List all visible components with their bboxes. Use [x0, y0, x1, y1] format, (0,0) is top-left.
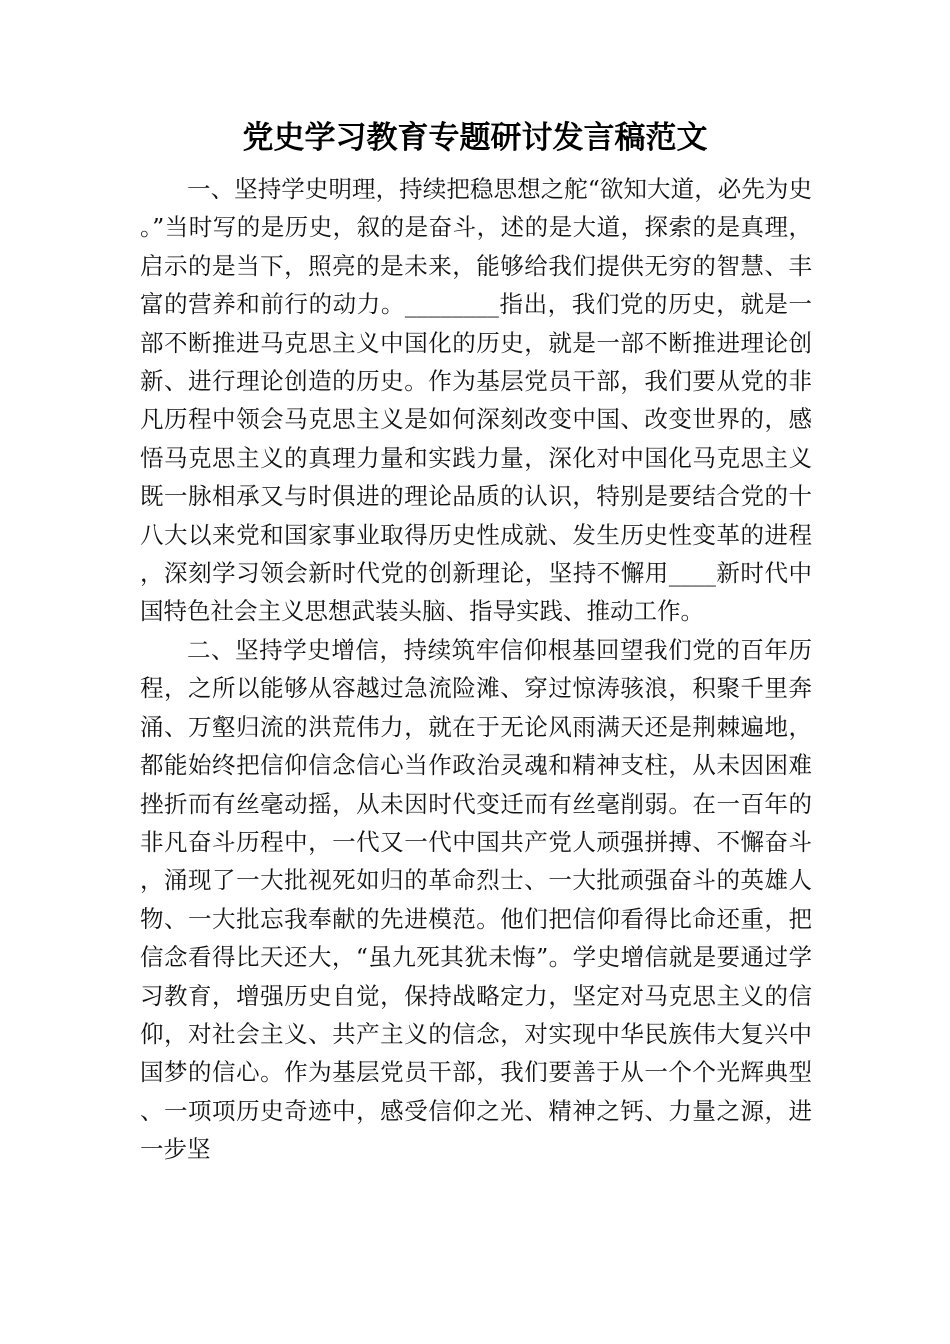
document-body	[140, 170, 812, 1169]
paragraph-1: 一、坚持学史明理，持续把稳思想之舵“欲知大道，必先为史。”当时写的是历史，叙的是奋斗，述的是大道，探索的是真理，启示的是当下，照亮的是未来，能够给我们提供无穷的智慧、丰富的营养和前行的动力。________指出，我们党的历史，就是一部不断推进马克思主义中国化的历史，就是一部不断推进理论创新、进行理论创造的历史。作为基层党员干部，我们要从党的非凡历程中领会马克思主义是如何深刻改变中国、改变世界的，感悟马克思主义的真理力量和实践力量，深化对中国化马克思主义既一脉相承又与时俱进的理论品质的认识，特别是要结合党的十八大以来党和国家事业取得历史性成就、发生历史性变革的进程，深刻学习领会新时代党的创新理论，坚持不懈用____新时代中国特色社会主义思想武装头脑、指导实践、推动工作。	[140, 175, 812, 626]
document-title: 党史学习教育专题研讨发言稿范文	[242, 120, 708, 156]
paragraph-2: 二、坚持学史增信，持续筑牢信仰根基回望我们党的百年历程，之所以能够从容越过急流险滩、穿过惊涛骇浪，积聚千里奔涌、万壑归流的洪荒伟力，就在于无论风雨满天还是荆棘遍地，都能始终把信仰信念信心当作政治灵魂和精神支柱，从未因困难挫折而有丝毫动摇，从未因时代变迁而有丝毫削弱。在一百年的非凡奋斗历程中，一代又一代中国共产党人顽强拼搏、不懈奋斗，涌现了一大批视死如归的革命烈士、一大批顽强奋斗的英雄人物、一大批忘我奉献的先进模范。他们把信仰看得比命还重，把信念看得比天还大，“虽九死其犹未悔”。学史增信就是要通过学习教育，增强历史自觉，保持战略定力，坚定对马克思主义的信仰，对社会主义、共产主义的信念，对实现中华民族伟大复兴中国梦的信心。作为基层党员干部，我们要善于从一个个光辉典型、一项项历史奇迹中，感受信仰之光、精神之钙、力量之源，进一步坚	[140, 635, 812, 1164]
